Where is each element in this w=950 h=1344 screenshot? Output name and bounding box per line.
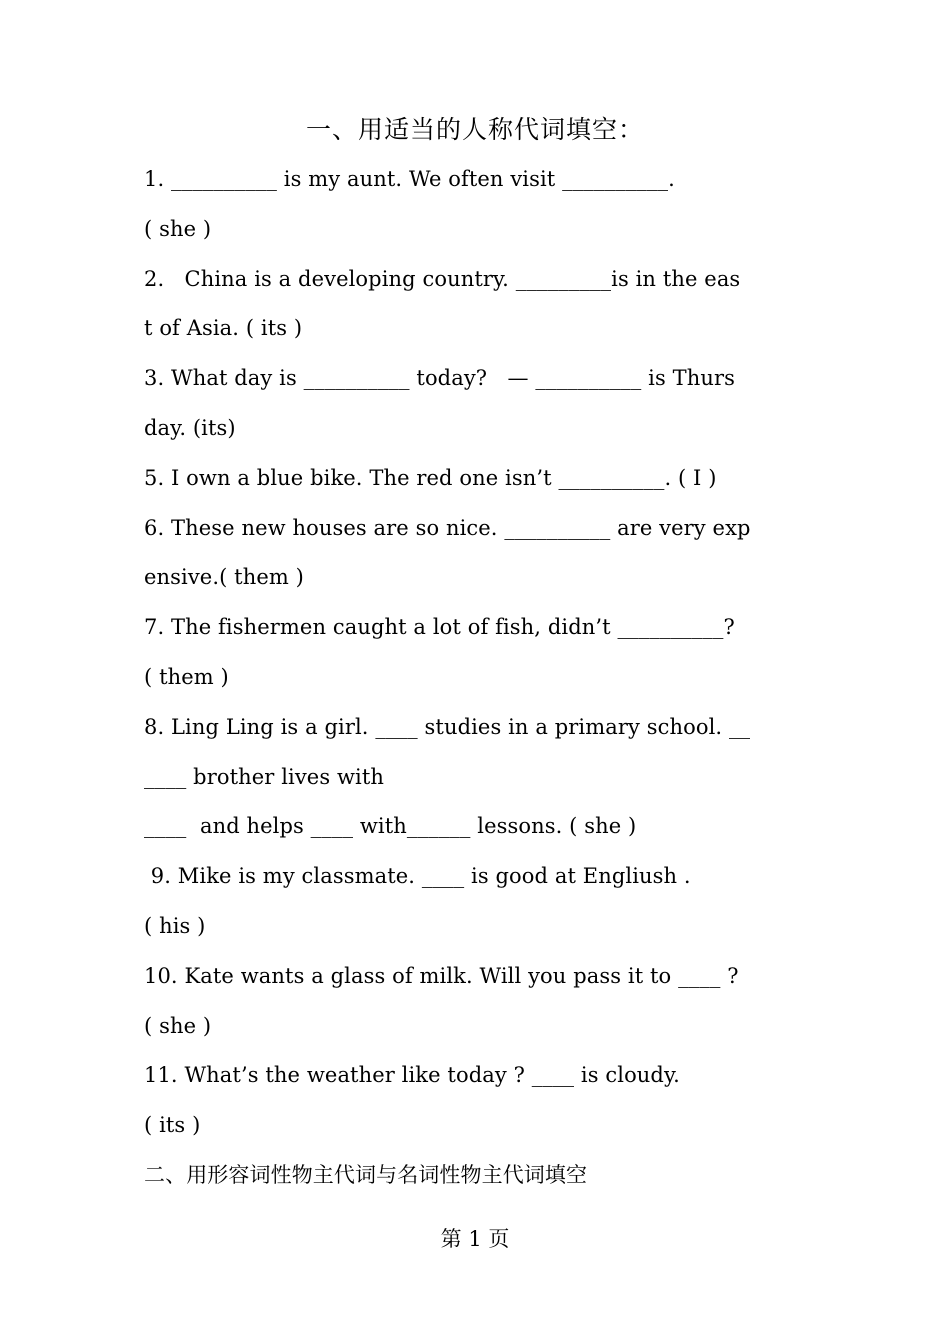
exercise-line: t of Asia. ( its ) bbox=[144, 316, 303, 341]
exercise-line: ____ and helps ____ with______ lessons. ( she ) bbox=[144, 814, 637, 839]
exercise-line: ( its ) bbox=[144, 1113, 201, 1138]
exercise-line: 8. Ling Ling is a girl. ____ studies in a primary school. __ bbox=[144, 714, 751, 739]
exercise-line: 7. The fishermen caught a lot of fish, didn’t __________? bbox=[144, 615, 735, 640]
exercise-line: day. (its) bbox=[144, 415, 236, 440]
exercise-line: 5. I own a blue bike. The red one isn’t __________. ( I ) bbox=[144, 465, 717, 490]
exercise-line: ( them ) bbox=[144, 664, 229, 689]
exercise-line: 2. China is a developing country. _________is in the eas bbox=[144, 266, 741, 291]
exercise-line: 9. Mike is my classmate. ____ is good at Engliush . bbox=[144, 864, 691, 889]
exercise-line: 10. Kate wants a glass of milk. Will you pass it to ____ ? bbox=[144, 963, 739, 988]
page-title: 一、用适当的人称代词填空： bbox=[305, 115, 644, 144]
exercise-line: ( she ) bbox=[144, 1013, 212, 1038]
exercise-line: 6. These new houses are so nice. __________ are very exp bbox=[144, 515, 751, 540]
page-number: 第 1 页 bbox=[440, 1227, 510, 1251]
section-heading: 二、用形容词性物主代词与名词性物主代词填空 bbox=[144, 1162, 588, 1187]
exercise-body bbox=[144, 155, 814, 1201]
exercise-line: ____ brother lives with bbox=[144, 764, 385, 789]
exercise-line: 1. __________ is my aunt. We often visit __________. bbox=[144, 167, 675, 191]
exercise-line: ( she ) bbox=[144, 216, 212, 241]
exercise-line: ensive.( them ) bbox=[144, 565, 304, 590]
exercise-line: 11. What’s the weather like today ? ____ is cloudy. bbox=[144, 1063, 680, 1088]
exercise-line: 3. What day is __________ today? — __________ is Thurs bbox=[144, 366, 735, 391]
exercise-line: ( his ) bbox=[144, 913, 206, 938]
